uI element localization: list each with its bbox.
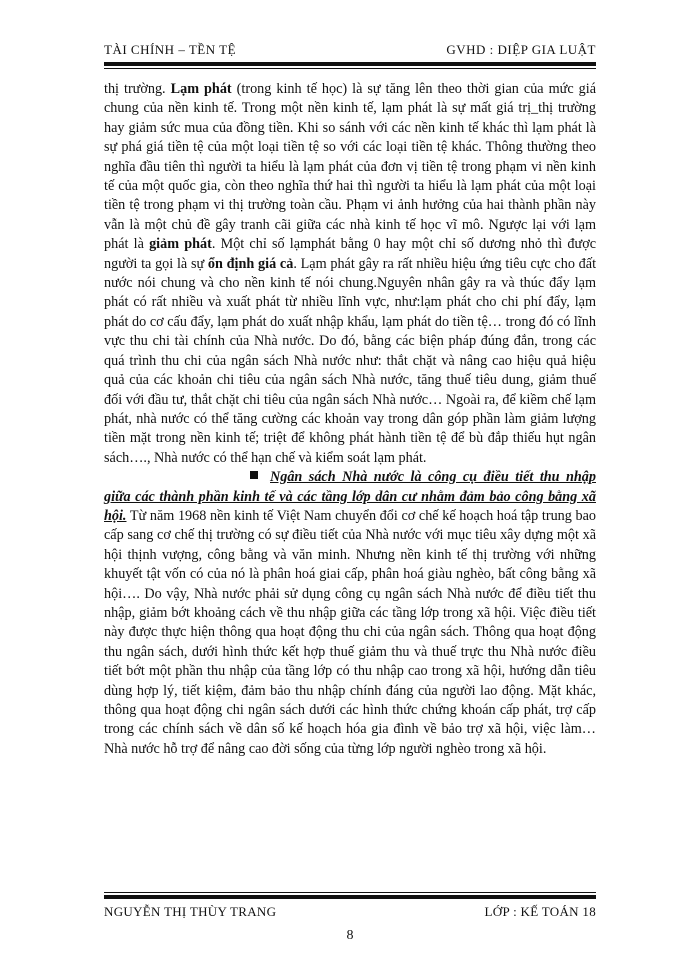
header-rule-thin [104,68,596,69]
term-on-dinh-gia-ca: ổn định giá cả [207,255,294,272]
page-footer [104,904,596,924]
bullet-square-icon [250,471,258,479]
page-header [104,42,596,64]
term-lam-phat: Lạm phát [170,81,232,97]
text-run: . Lạm phát gây ra rất nhiều hiệu ứng tiêu cực cho đất nước nói chung và cho nền kinh tế nói chung.Nguyên nhân gây ra và thúc đẩy lạm phát có rất nhiều và xuất phát từ nhiều lĩnh vực, như:lạm phát cho chi phí đẩy, lạm phát do cơ cấu đẩy, lạm phát do xuất nhập khẩu, lạm phát do tiền tệ… trong đó có lĩnh vực thu chi tài chính của Nhà nước. Do đó, bằng các biện pháp đúng đắn, trong các quá trình thu chi của ngân sách Nhà nước như: thắt chặt và nâng cao hiệu quả hiệu quả của các khoản chi tiêu của ngân sách Nhà nước, tăng thuế tiêu dung, giảm thuế đối với đầu tư, thắt chặt chi tiêu của ngân sách Nhà nước… Ngoài ra, để kiềm chế lạm phát, nhà nước có thể tăng cường các khoản vay trong dân góp phần làm giảm lượng tiền mặt trong nền kinh tế; triệt để không phát hành tiền tệ để bù đắp thiếu hụt ngân sách…., Nhà nước có thể hạn chế và kiểm soát lạm phát. [104,255,597,466]
text-run: (trong kinh tế học) là sự tăng lên theo thời gian của mức giá chung của nền kinh tế. Trong một nền kinh tế, lạm phát là sự mất giá trị_thị trường hay giảm sức mua của đồng tiền. Khi so sánh với các nền kinh tế khác thì lạm phát là sự phá giá tiền tệ của một loại tiền tệ so với các loại tiền tệ khác. Thông thường theo nghĩa đầu tiên thì người ta hiểu là lạm phát của đơn vị tiền tệ trong phạm vi nền kinh tế của một quốc gia, còn theo nghĩa thứ hai thì người ta hiểu là lạm phát của một loại tiền tệ trong phạm vi thị trường toàn cầu. Phạm vi ảnh hưởng của hai thành phần này vẫn là một chủ đề gây tranh cãi giữa các nhà kinh tế học vĩ mô. Ngược lại với lạm phát là [104,81,596,253]
footer-rule-thick [104,895,596,899]
page-number: 8 [346,928,354,943]
header-rule [104,62,596,69]
paragraph-income-regulation [104,468,596,759]
footer-rule-thin [104,892,596,893]
text-run: . Một chỉ số lạmphát bằng 0 hay một chỉ số dương nhỏ thì được người ta gọi là sự [104,236,596,272]
footer-rule [104,892,596,899]
term-giam-phat: giảm phát [149,236,212,253]
footer-class: LỚP : KẾ TOÁN 18 [484,904,596,919]
paragraph-inflation [104,80,596,468]
footer-author: NGUYỄN THỊ THÙY TRANG [104,904,277,919]
text-run: Từ năm 1968 nền kinh tế Việt Nam chuyển đổi cơ chế kế hoạch hoá tập trung bao cấp sang cơ chế thị trường có sự điều tiết của Nhà nước với mục tiêu xây dựng một xã hội thịnh vượng, công bằng và văn minh. Nhưng nền kinh tế thị trường với những khuyết tật vốn có của nó là phân hoá giai cấp, phân hoá giàu nghèo, bất công bằng xã hội…. Do vậy, Nhà nước phải sử dụng công cụ ngân sách Nhà nước để điều tiết thu nhập, giảm bớt khoảng cách về thu nhập giữa các tầng lớp trong xã hội. Việc điều tiết này được thực hiện thông qua hoạt động thu chi của ngân sách. Thông qua hoạt động thu ngân sách, dưới hình thức kết hợp thuế giảm thu và thuế trực thu Nhà nước điều tiết bớt một phần thu nhập của tầng lớp có thu nhập cao trong xã hội, hướng dẫn tiêu dùng hợp lý, tiết kiệm, đảm bảo thu nhập chính đáng của người lao động. Mặt khác, thông qua hoạt động chi ngân sách dưới các hình thức chứng khoán cấp phát, trợ cấp trong các chính sách về dân số kế hoạch hóa gia đình về bảo trợ xã hội, việc làm… Nhà nước hỗ trợ để nâng cao đời sống của từng lớp người nghèo trong xã hội. [104,507,596,757]
header-rule-thick [104,62,596,66]
header-instructor: GVHD : DIỆP GIA LUẬT [446,42,596,57]
page-body [104,80,596,759]
header-subject: TÀI CHÍNH – TỀN TỆ [104,42,237,57]
section-heading: Ngân sách Nhà nước là công cụ điều tiết thu nhập giữa các thành phần kinh tế và các tầng lớp dân cư nhằm đảm bảo công bằng xã hội. [104,469,596,524]
text-run: thị trường. [104,81,171,97]
